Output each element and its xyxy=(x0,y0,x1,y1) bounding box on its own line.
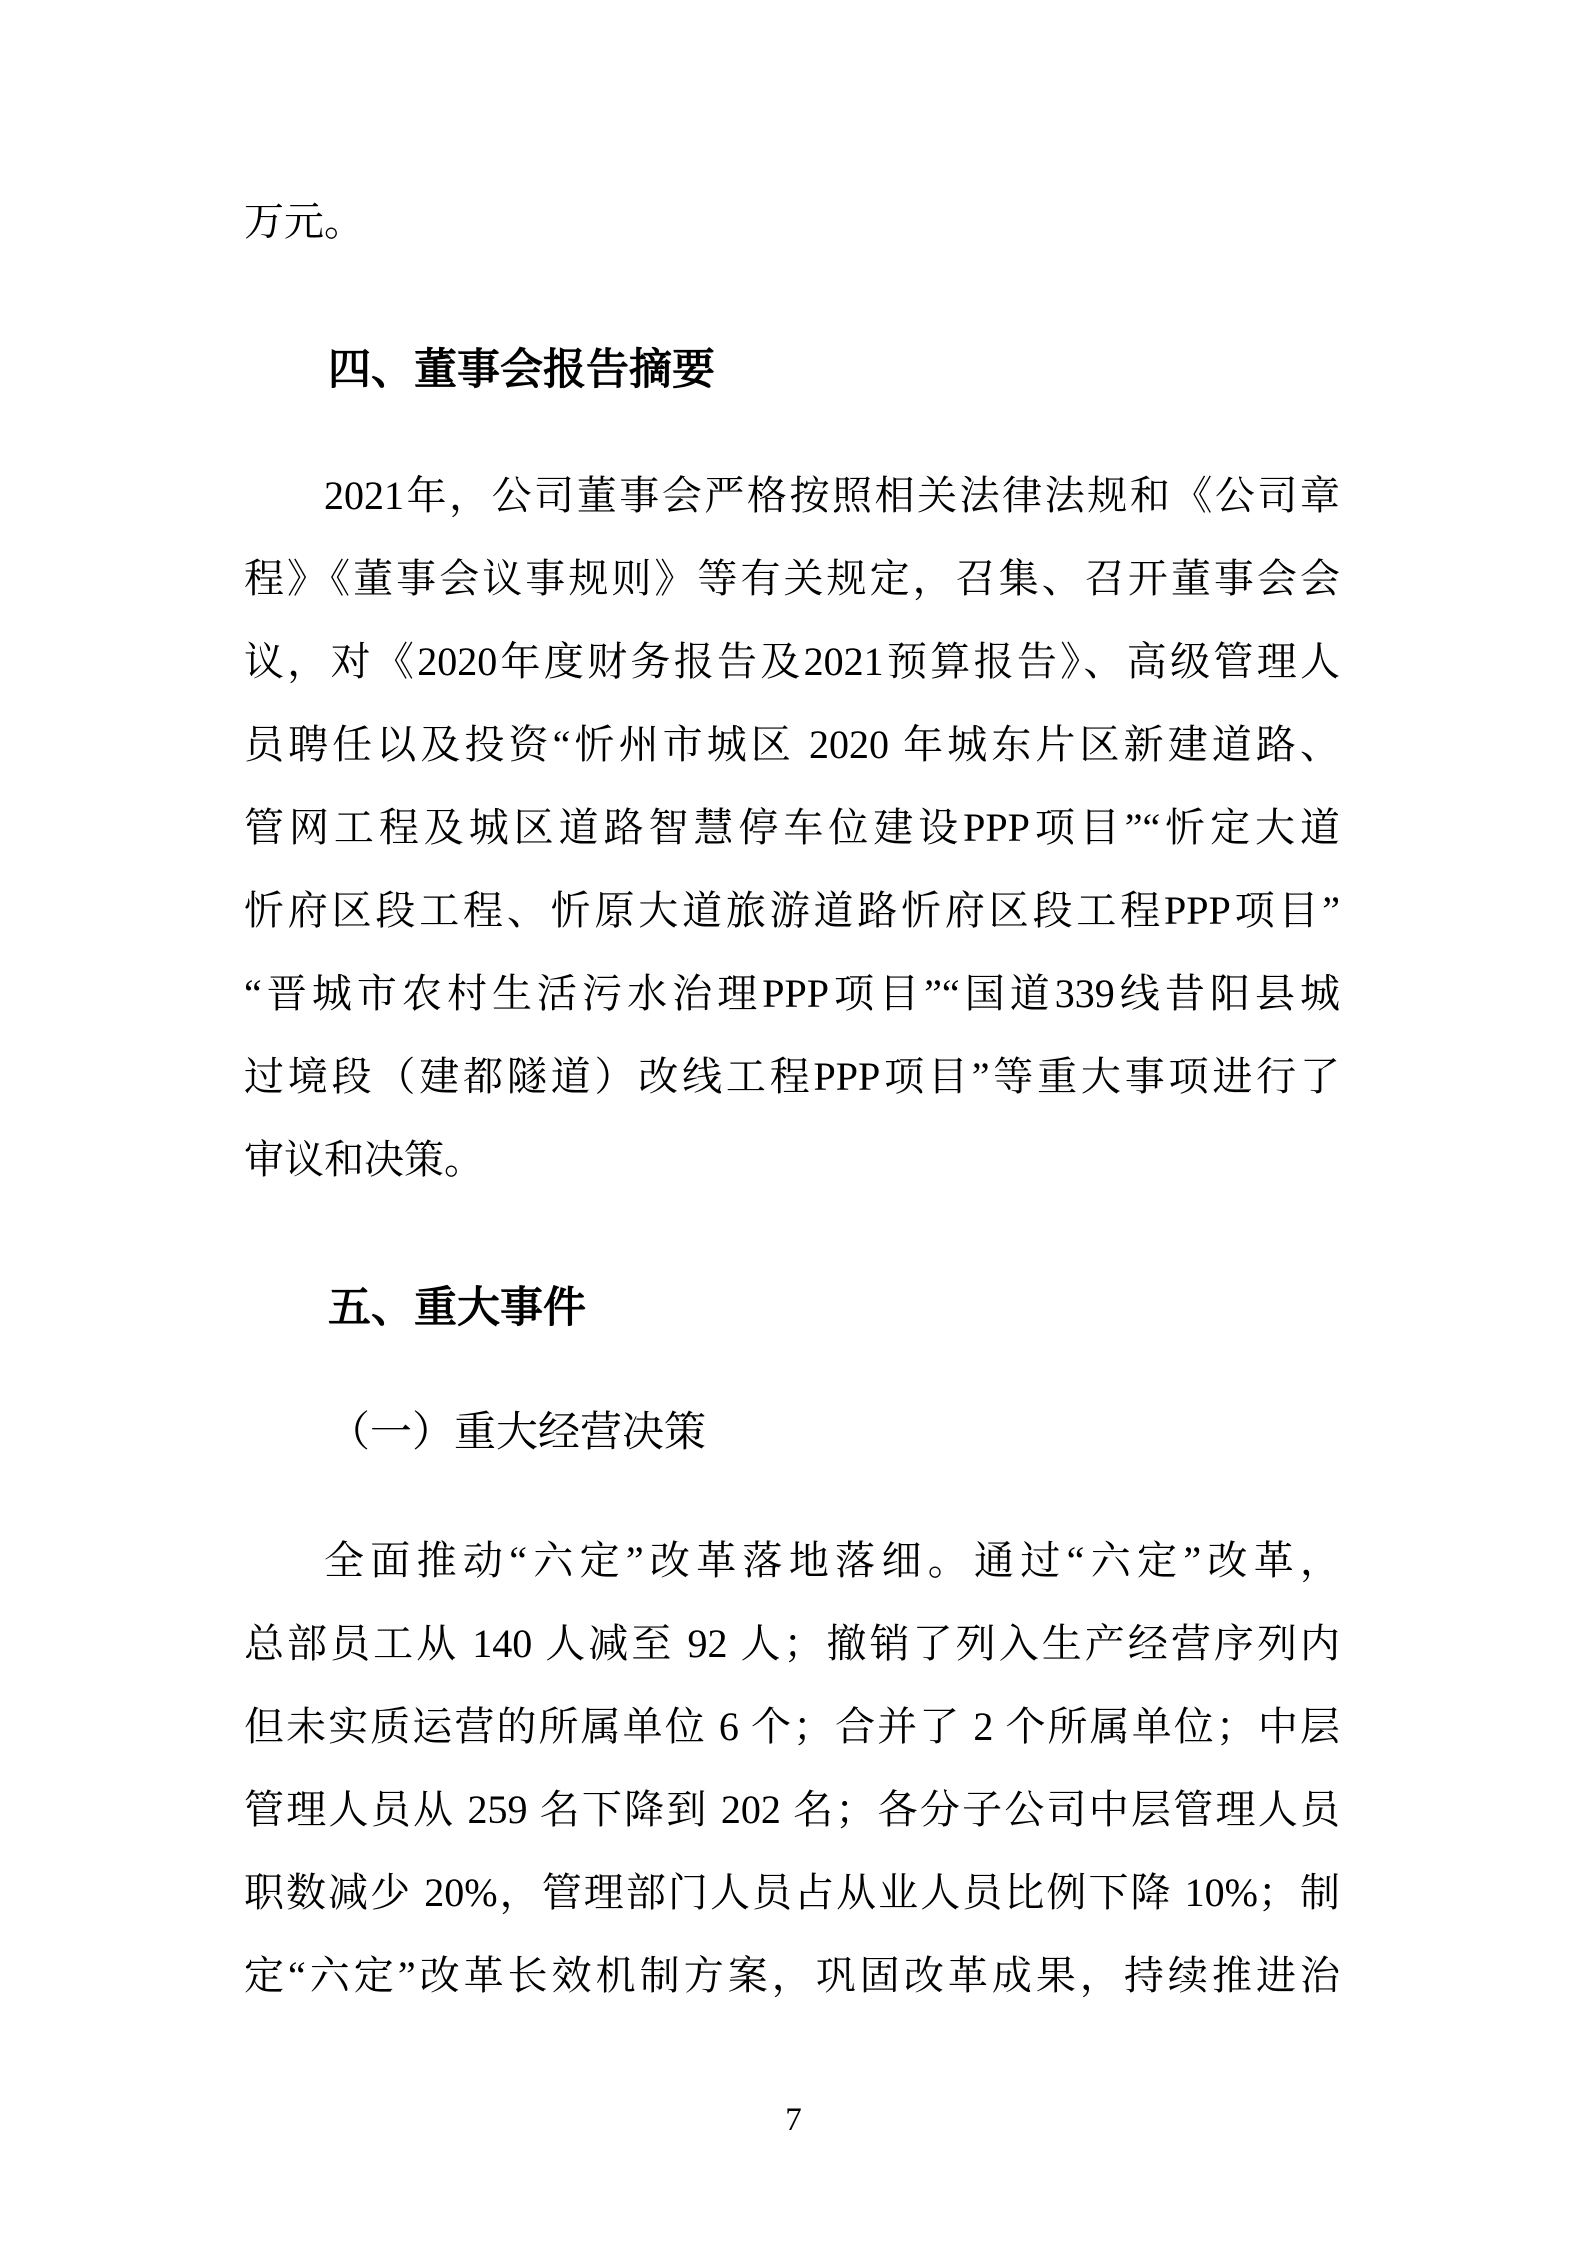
paragraph-continuation-line: 万元。 xyxy=(244,199,364,244)
body-line: “晋城市农村生活污水治理PPP项目”“国道339线昔阳县城 xyxy=(244,971,1340,1016)
body-line: 忻府区段工程、忻原大道旅游道路忻府区段工程PPP项目” xyxy=(244,888,1340,933)
subsection-heading: （一）重大经营决策 xyxy=(328,1410,707,1456)
section4-paragraph xyxy=(244,454,1340,1201)
body-line: 管理人员从 259 名下降到 202 名；各分子公司中层管理人员 xyxy=(244,1787,1340,1832)
body-line: 过境段（建都隧道）改线工程PPP项目”等重大事项进行了 xyxy=(244,1054,1340,1099)
section-heading-4: 四、董事会报告摘要 xyxy=(328,346,715,394)
body-line: 职数减少 20%，管理部门人员占从业人员比例下降 10%；制 xyxy=(244,1870,1340,1915)
body-line: 程》《董事会议事规则》等有关规定，召集、召开董事会会 xyxy=(244,556,1340,601)
page-number: 7 xyxy=(785,2102,802,2138)
body-line: 总部员工从 140 人减至 92 人；撤销了列入生产经营序列内 xyxy=(244,1621,1340,1666)
section5-paragraph xyxy=(244,1519,1340,2017)
body-line: 全面推动“六定”改革落地落细。通过“六定”改革， xyxy=(324,1538,1340,1583)
body-line: 2021年，公司董事会严格按照相关法律法规和《公司章 xyxy=(324,473,1340,518)
body-line: 员聘任以及投资“忻州市城区 2020 年城东片区新建道路、 xyxy=(244,722,1340,767)
section-heading-5: 五、重大事件 xyxy=(328,1284,586,1332)
body-line: 管网工程及城区道路智慧停车位建设PPP项目”“忻定大道 xyxy=(244,805,1340,850)
body-line: 议，对《2020年度财务报告及2021预算报告》、高级管理人 xyxy=(244,639,1340,684)
document-content xyxy=(244,0,1340,2017)
body-line: 审议和决策。 xyxy=(244,1137,484,1182)
body-line: 定“六定”改革长效机制方案，巩固改革成果，持续推进治 xyxy=(244,1953,1340,1998)
body-line: 但未实质运营的所属单位 6 个；合并了 2 个所属单位；中层 xyxy=(244,1704,1340,1749)
